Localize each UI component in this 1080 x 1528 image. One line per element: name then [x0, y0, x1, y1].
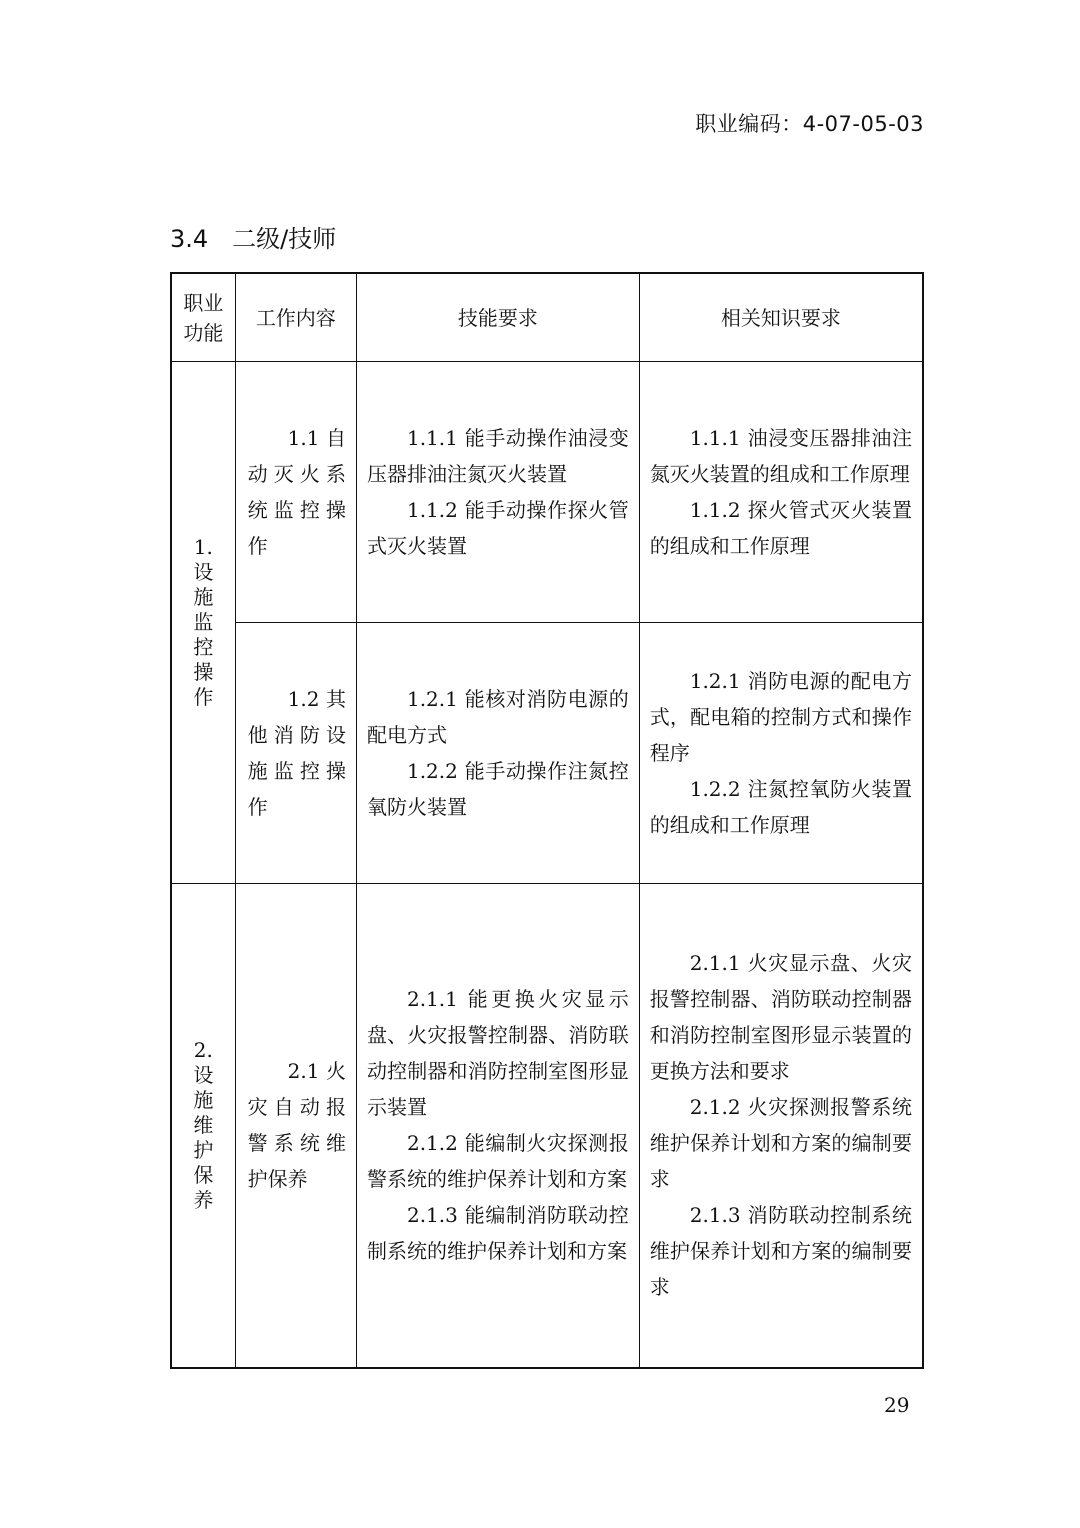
skill-item: 2.1.3 能编制消防联动控制系统的维护保养计划和方案: [366, 1203, 629, 1264]
knowledge-item: 1.1.2 探火管式灭火装置的组成和工作原理: [649, 498, 912, 558]
knowledge-item: 2.1.2 火灾探测报警系统维护保养计划和方案的编制要求: [649, 1095, 912, 1192]
function-char: 监: [193, 610, 214, 634]
work-cell: [235, 362, 356, 623]
skill-item: 2.1.2 能编制火灾探测报警系统的维护保养计划和方案: [366, 1131, 629, 1192]
function-char: 设: [193, 1062, 214, 1087]
function-char: 控: [193, 635, 214, 659]
function-cell-2: [171, 884, 235, 1368]
knowledge-item: 1.2.2 注氮控氧防火装置的组成和工作原理: [649, 777, 912, 837]
header-knowledge: 相关知识要求: [639, 273, 923, 362]
occupation-code: 职业编码：4-07-05-03: [695, 112, 924, 136]
work-cell: [235, 884, 356, 1368]
knowledge-cell: [639, 362, 923, 623]
knowledge-cell: [639, 623, 923, 884]
header-function: 职业功能: [171, 273, 235, 362]
skill-item: 1.1.2 能手动操作探火管式灭火装置: [366, 498, 629, 558]
section-number: 3.4: [170, 225, 209, 253]
skill-item: 1.1.1 能手动操作油浸变压器排油注氮灭火装置: [366, 426, 629, 486]
skill-cell: [356, 362, 639, 623]
skill-table: [170, 272, 924, 1369]
knowledge-item: 2.1.3 消防联动控制系统维护保养计划和方案的编制要求: [649, 1203, 912, 1300]
skill-item: 1.2.2 能手动操作注氮控氧防火装置: [366, 759, 629, 819]
function-char: 设: [193, 560, 214, 584]
table-row: [171, 362, 923, 623]
knowledge-cell: [639, 884, 923, 1368]
knowledge-item: 2.1.1 火灾显示盘、火灾报警控制器、消防联动控制器和消防控制室图形显示装置的更换方法和要求: [649, 951, 912, 1084]
work-cell: [235, 623, 356, 884]
skill-cell: [356, 884, 639, 1368]
work-text: 1.2 其他消防设施监控操作: [247, 687, 346, 819]
function-char: 护: [193, 1137, 214, 1162]
section-heading: [170, 219, 336, 254]
skill-item: 2.1.1 能更换火灾显示盘、火灾报警控制器、消防联动控制器和消防控制室图形显示装置: [366, 987, 629, 1120]
header-work: 工作内容: [235, 273, 356, 362]
function-char: 养: [193, 1187, 214, 1212]
skill-item: 1.2.1 能核对消防电源的配电方式: [366, 687, 629, 747]
work-text: 2.1 火灾自动报警系统维护保养: [247, 1059, 346, 1192]
function-char: 维: [193, 1112, 214, 1137]
table-header-row: [171, 273, 923, 362]
table-row: [171, 623, 923, 884]
function-char: 施: [193, 1087, 214, 1112]
function-cell-1: [171, 362, 235, 884]
function-char: 作: [193, 685, 214, 709]
work-text: 1.1 自动灭火系统监控操作: [247, 426, 346, 558]
knowledge-item: 1.1.1 油浸变压器排油注氮灭火装置的组成和工作原理: [649, 426, 912, 486]
function-char: 保: [193, 1162, 214, 1187]
function-char: 施: [193, 585, 214, 609]
section-title: 二级/技师: [232, 225, 337, 253]
page-number: 29: [884, 1393, 910, 1417]
header-skills: 技能要求: [356, 273, 639, 362]
skill-cell: [356, 623, 639, 884]
table-row: [171, 884, 923, 1368]
function-char: 1.: [193, 535, 213, 559]
function-char: 操: [193, 660, 214, 684]
knowledge-item: 1.2.1 消防电源的配电方式，配电箱的控制方式和操作程序: [649, 669, 912, 765]
function-char: 2.: [193, 1037, 213, 1062]
